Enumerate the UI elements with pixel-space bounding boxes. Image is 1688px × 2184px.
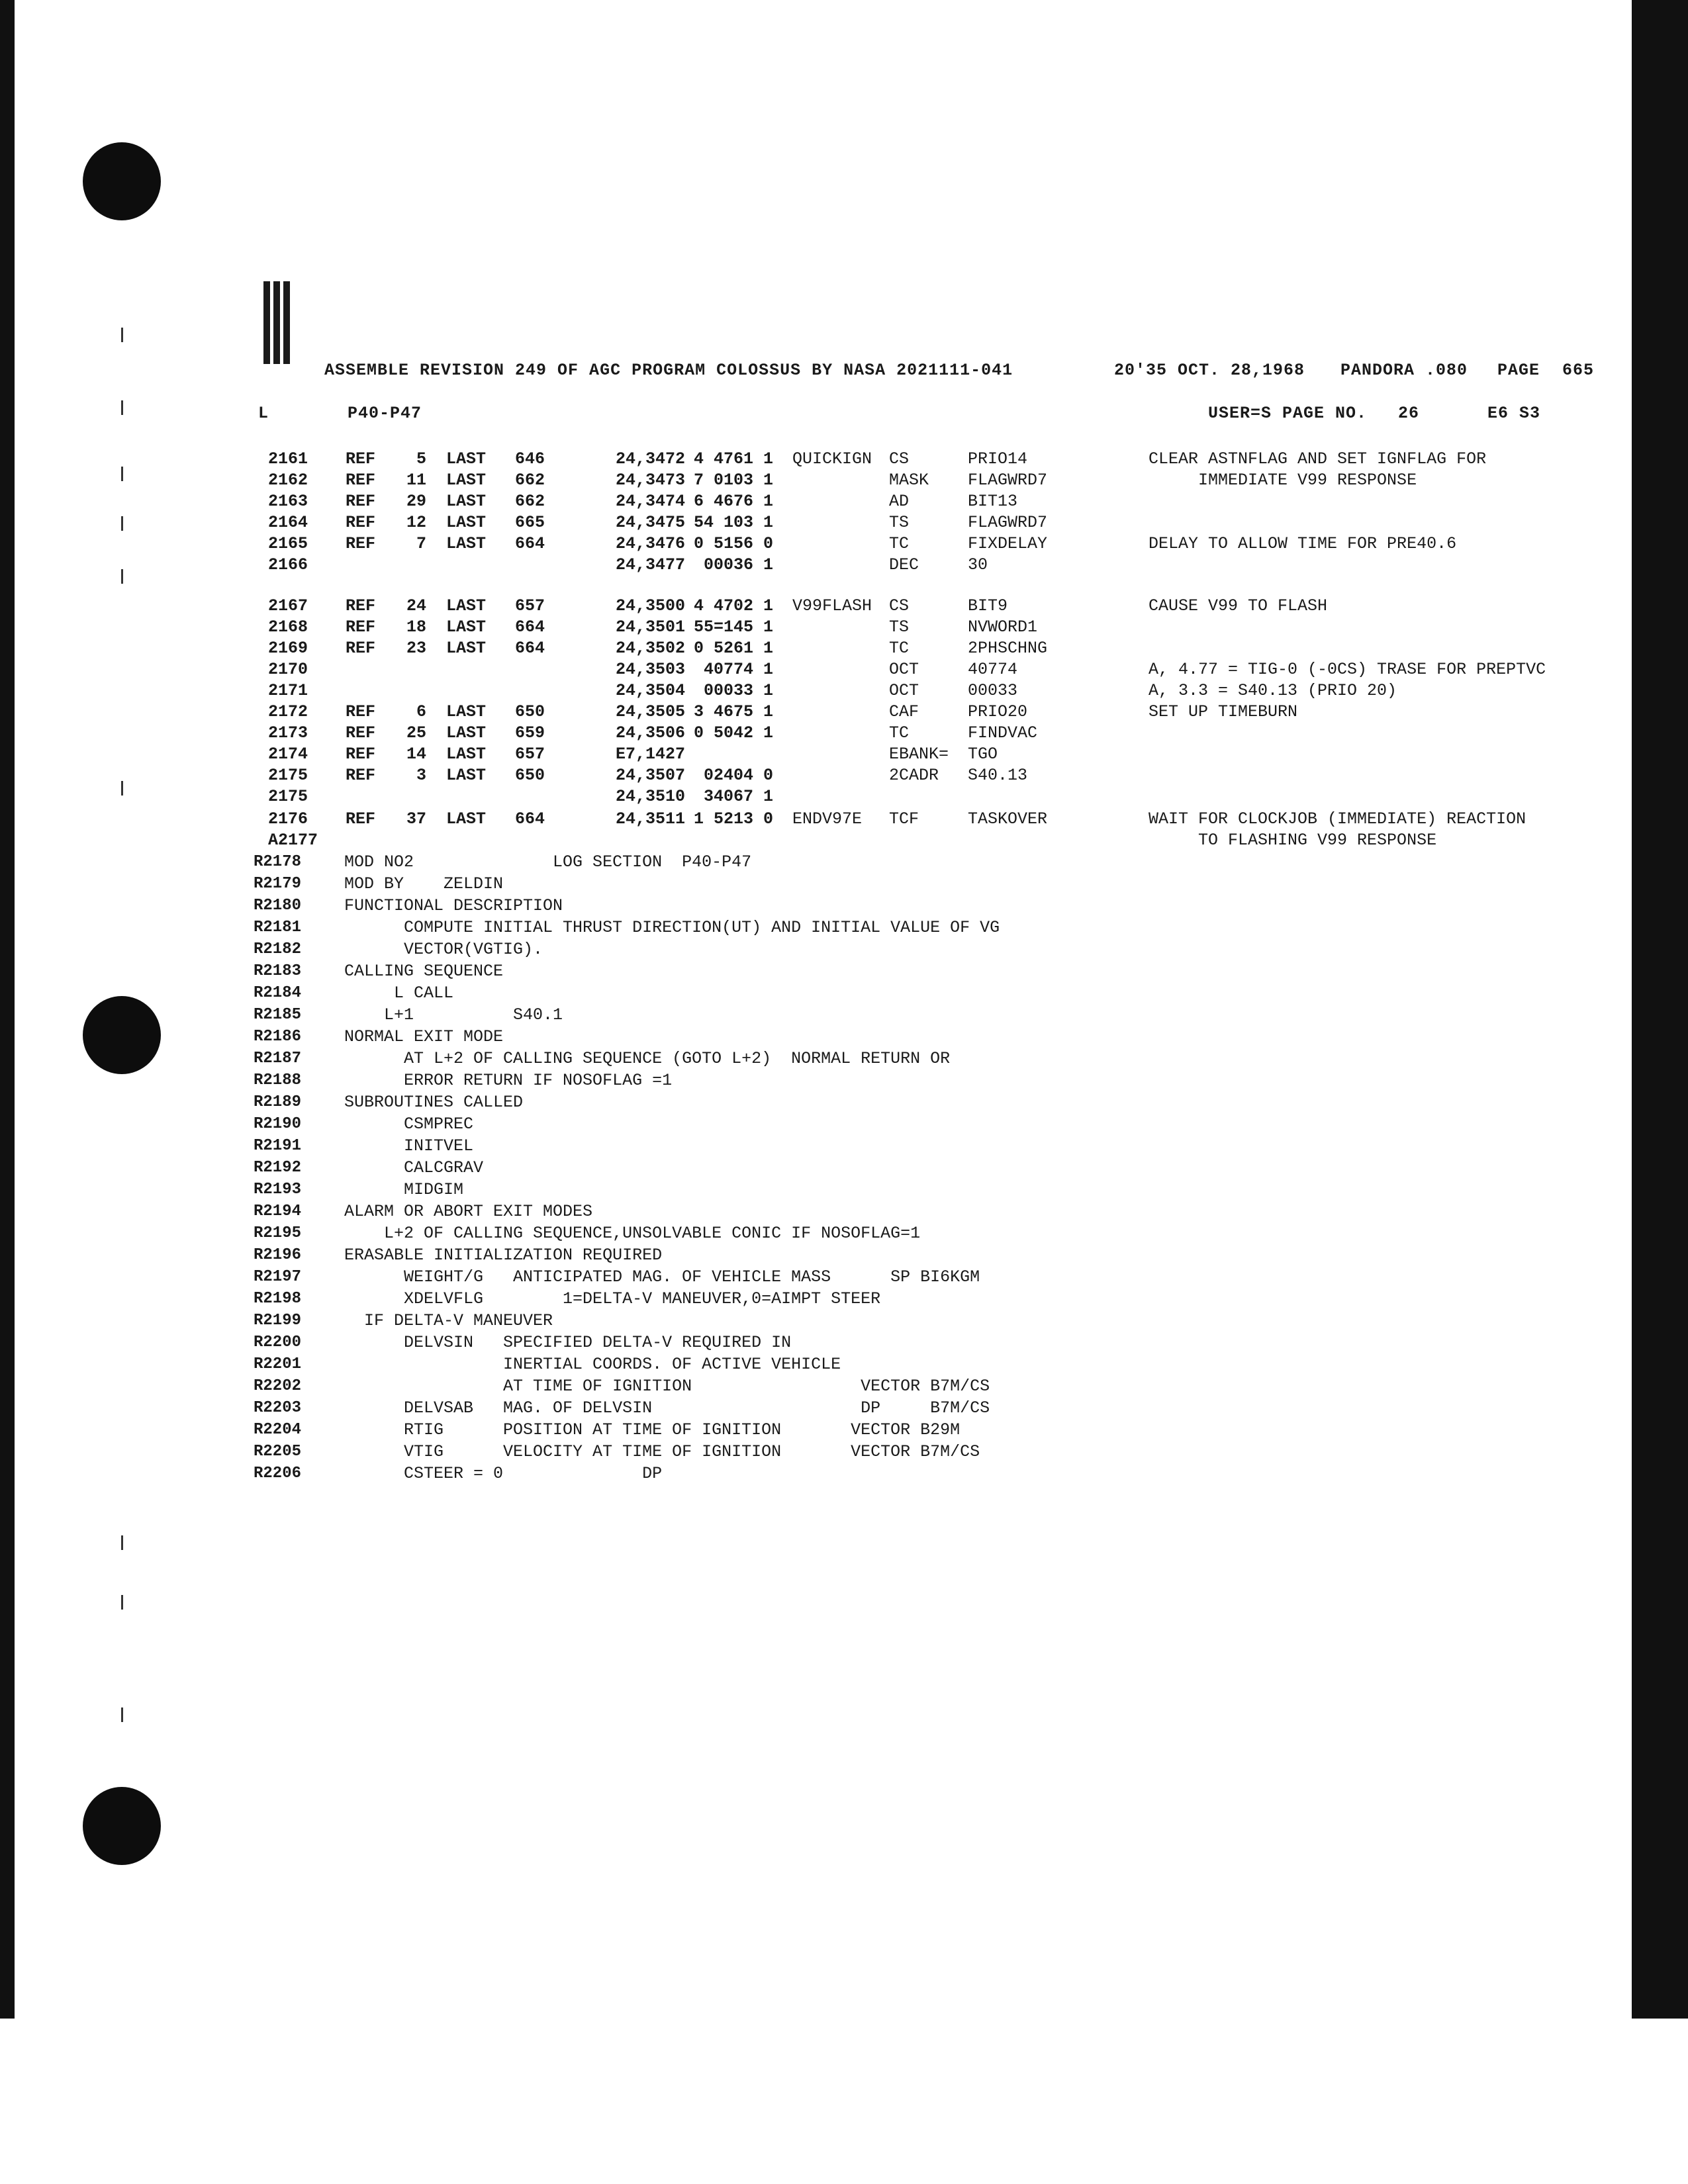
ref-tag: REF: [346, 513, 376, 532]
remark-text: MIDGIM: [344, 1180, 464, 1199]
last-page: 662: [515, 492, 545, 511]
object-code: 54 103 1: [693, 513, 773, 532]
listing-row: [0, 555, 1688, 576]
remark-line: [0, 1332, 1324, 1353]
ref-count: 24: [406, 596, 426, 615]
address: 24,3505: [616, 702, 686, 721]
comment: A, 3.3 = S40.13 (PRIO 20): [1149, 681, 1397, 700]
address: 24,3503: [616, 660, 686, 679]
remark-line: [0, 1114, 1324, 1135]
operand: TGO: [968, 745, 998, 764]
remark-line-number: R2182: [254, 940, 302, 958]
last-page: 662: [515, 471, 545, 490]
remark-line: [0, 1441, 1324, 1463]
last-tag: LAST: [446, 534, 487, 553]
remark-text: VECTOR(VGTIG).: [344, 940, 543, 959]
listing-row: [0, 617, 1688, 638]
ref-count: 11: [406, 471, 426, 490]
remark-line: [0, 874, 1324, 895]
last-tag: LAST: [446, 596, 487, 615]
ref-count: 6: [416, 702, 426, 721]
object-code: 7 0103 1: [693, 471, 773, 490]
address: 24,3504: [616, 681, 686, 700]
ref-count: 37: [406, 809, 426, 829]
remark-line: [0, 1376, 1324, 1397]
address: E7,1427: [616, 745, 686, 764]
remark-line-number: R2185: [254, 1006, 302, 1024]
object-code: 4 4761 1: [693, 449, 773, 469]
remark-line-number: R2190: [254, 1115, 302, 1133]
bank-info: E6 S3: [1487, 404, 1541, 423]
margin-tick: [121, 1707, 123, 1722]
remark-text: L+1 S40.1: [344, 1005, 563, 1024]
line-number: 2173: [268, 723, 308, 743]
remark-line-number: R2195: [254, 1224, 302, 1242]
remark-text: ERROR RETURN IF NOSOFLAG =1: [344, 1071, 673, 1090]
listing-row: [0, 786, 1688, 807]
listing-row: [0, 680, 1688, 702]
listing-row: [0, 638, 1688, 659]
last-page: 650: [515, 702, 545, 721]
operand: BIT13: [968, 492, 1018, 511]
listing-row: [0, 830, 1688, 851]
ref-count: 18: [406, 617, 426, 637]
comment: SET UP TIMEBURN: [1149, 702, 1298, 721]
opcode: TCF: [889, 809, 919, 829]
address: 24,3473: [616, 471, 686, 490]
opcode: CS: [889, 449, 910, 469]
operand: FLAGWRD7: [968, 471, 1048, 490]
remark-line: [0, 1310, 1324, 1332]
comment: IMMEDIATE V99 RESPONSE: [1149, 471, 1417, 490]
opcode: TC: [889, 534, 910, 553]
remark-line: [0, 1223, 1324, 1244]
margin-tick: [121, 400, 123, 415]
listing-row: [0, 596, 1688, 617]
opcode: TC: [889, 723, 910, 743]
remark-text: CSTEER = 0 DP: [344, 1464, 663, 1483]
line-number: 2175: [268, 787, 308, 806]
last-tag: LAST: [446, 766, 487, 785]
address: 24,3500: [616, 596, 686, 615]
object-code: 0 5156 0: [693, 534, 773, 553]
address: 24,3506: [616, 723, 686, 743]
operand: 2PHSCHNG: [968, 639, 1048, 658]
remark-line: [0, 1201, 1324, 1222]
remark-line: [0, 1048, 1324, 1069]
remark-line-number: R2186: [254, 1028, 302, 1046]
remark-line: [0, 1463, 1324, 1484]
listing-datetime: 20'35 OCT. 28,1968: [1114, 361, 1305, 380]
object-code: 55=145 1: [693, 617, 773, 637]
symbol-label: V99FLASH: [792, 596, 872, 615]
remark-text: ERASABLE INITIALIZATION REQUIRED: [344, 1246, 663, 1265]
listing-system: PANDORA .080: [1340, 361, 1468, 380]
page-label: PAGE: [1497, 361, 1540, 380]
last-page: 657: [515, 745, 545, 764]
last-tag: LAST: [446, 471, 487, 490]
ref-tag: REF: [346, 596, 376, 615]
opcode: OCT: [889, 681, 919, 700]
address: 24,3472: [616, 449, 686, 469]
remark-text: XDELVFLG 1=DELTA-V MANEUVER,0=AIMPT STEER: [344, 1289, 881, 1308]
section-name: P40-P47: [348, 404, 422, 423]
symbol-label: ENDV97E: [792, 809, 863, 829]
remark-text: AT TIME OF IGNITION VECTOR B7M/CS: [344, 1377, 990, 1396]
comment: TO FLASHING V99 RESPONSE: [1149, 831, 1437, 850]
last-page: 664: [515, 639, 545, 658]
ref-count: 5: [416, 449, 426, 469]
address: 24,3501: [616, 617, 686, 637]
last-page: 664: [515, 617, 545, 637]
symbol-label: QUICKIGN: [792, 449, 872, 469]
remark-line-number: R2205: [254, 1443, 302, 1461]
remark-text: MOD BY ZELDIN: [344, 874, 504, 893]
remark-line-number: R2203: [254, 1399, 302, 1417]
last-tag: LAST: [446, 639, 487, 658]
remark-text: MOD NO2 LOG SECTION P40-P47: [344, 852, 752, 872]
object-code: 4 4702 1: [693, 596, 773, 615]
margin-tick: [121, 328, 123, 342]
address: 24,3475: [616, 513, 686, 532]
opcode: EBANK=: [889, 745, 949, 764]
remark-line: [0, 1354, 1324, 1375]
ref-tag: REF: [346, 534, 376, 553]
remark-line: [0, 1136, 1324, 1157]
remark-text: INITVEL: [344, 1136, 474, 1156]
remark-line-number: R2194: [254, 1203, 302, 1220]
remark-line-number: R2197: [254, 1268, 302, 1286]
object-code: 40774 1: [703, 660, 773, 679]
opcode: TC: [889, 639, 910, 658]
comment: DELAY TO ALLOW TIME FOR PRE40.6: [1149, 534, 1457, 553]
punch-hole-top: [83, 142, 161, 220]
ref-count: 23: [406, 639, 426, 658]
remark-line: [0, 939, 1324, 960]
opcode: TS: [889, 617, 910, 637]
remark-text: INERTIAL COORDS. OF ACTIVE VEHICLE: [344, 1355, 841, 1374]
last-tag: LAST: [446, 513, 487, 532]
listing-row: [0, 470, 1688, 491]
operand: FIXDELAY: [968, 534, 1048, 553]
ref-count: 25: [406, 723, 426, 743]
last-tag: LAST: [446, 449, 487, 469]
ref-tag: REF: [346, 723, 376, 743]
last-tag: LAST: [446, 492, 487, 511]
ref-count: 7: [416, 534, 426, 553]
remark-line-number: R2191: [254, 1137, 302, 1155]
line-number: A2177: [268, 831, 318, 850]
listing-row: [0, 744, 1688, 765]
listing-row: [0, 491, 1688, 512]
line-number: 2174: [268, 745, 308, 764]
remark-line: [0, 1179, 1324, 1201]
operand: S40.13: [968, 766, 1028, 785]
ref-tag: REF: [346, 492, 376, 511]
operand: PRIO20: [968, 702, 1028, 721]
page-number: 665: [1562, 361, 1595, 380]
last-tag: LAST: [446, 702, 487, 721]
last-page: 664: [515, 809, 545, 829]
operand: PRIO14: [968, 449, 1028, 469]
remark-text: COMPUTE INITIAL THRUST DIRECTION(UT) AND INITIAL VALUE OF VG: [344, 918, 1000, 937]
remark-line-number: R2187: [254, 1050, 302, 1068]
address: 24,3476: [616, 534, 686, 553]
operand: 30: [968, 555, 988, 574]
ref-tag: REF: [346, 449, 376, 469]
listing-row: [0, 512, 1688, 533]
remark-text: CALLING SEQUENCE: [344, 962, 504, 981]
remark-line-number: R2196: [254, 1246, 302, 1264]
margin-tick: [121, 1535, 123, 1550]
user-page-label: USER=S PAGE NO.: [1208, 404, 1368, 423]
remark-line-number: R2204: [254, 1421, 302, 1439]
last-tag: LAST: [446, 723, 487, 743]
remark-line: [0, 1092, 1324, 1113]
remark-line: [0, 961, 1324, 982]
operand: BIT9: [968, 596, 1008, 615]
remark-text: L+2 OF CALLING SEQUENCE,UNSOLVABLE CONIC IF NOSOFLAG=1: [344, 1224, 921, 1243]
address: 24,3474: [616, 492, 686, 511]
remark-text: IF DELTA-V MANEUVER: [344, 1311, 553, 1330]
line-number: 2163: [268, 492, 308, 511]
comment: CLEAR ASTNFLAG AND SET IGNFLAG FOR: [1149, 449, 1487, 469]
ref-count: 3: [416, 766, 426, 785]
remark-text: CALCGRAV: [344, 1158, 484, 1177]
line-number: 2167: [268, 596, 308, 615]
ref-tag: REF: [346, 809, 376, 829]
remark-line-number: R2193: [254, 1181, 302, 1199]
object-code: 0 5042 1: [693, 723, 773, 743]
comment: WAIT FOR CLOCKJOB (IMMEDIATE) REACTION: [1149, 809, 1526, 829]
remark-text: WEIGHT/G ANTICIPATED MAG. OF VEHICLE MASS SP BI6KGM: [344, 1267, 980, 1287]
remark-line-number: R2198: [254, 1290, 302, 1308]
line-number: 2175: [268, 766, 308, 785]
remark-line: [0, 1158, 1324, 1179]
operand: 40774: [968, 660, 1018, 679]
remark-text: CSMPREC: [344, 1115, 474, 1134]
line-number: 2162: [268, 471, 308, 490]
scan-edge-right: [1632, 0, 1688, 2019]
operand: TASKOVER: [968, 809, 1048, 829]
remark-line-number: R2183: [254, 962, 302, 980]
remark-line-number: R2188: [254, 1071, 302, 1089]
remark-line: [0, 1267, 1324, 1288]
line-number: 2170: [268, 660, 308, 679]
ref-tag: REF: [346, 617, 376, 637]
remark-line-number: R2192: [254, 1159, 302, 1177]
object-code: 00036 1: [703, 555, 773, 574]
remark-line: [0, 1245, 1324, 1266]
opcode: MASK: [889, 471, 929, 490]
opcode: AD: [889, 492, 910, 511]
object-code: 0 5261 1: [693, 639, 773, 658]
operand: NVWORD1: [968, 617, 1038, 637]
operand: 00033: [968, 681, 1018, 700]
object-code: 02404 0: [703, 766, 773, 785]
listing-row: [0, 702, 1688, 723]
last-page: 646: [515, 449, 545, 469]
listing-row: [0, 723, 1688, 744]
opcode: DEC: [889, 555, 919, 574]
ref-tag: REF: [346, 471, 376, 490]
line-number: 2165: [268, 534, 308, 553]
remark-text: NORMAL EXIT MODE: [344, 1027, 504, 1046]
remark-line: [0, 983, 1324, 1004]
ref-count: 14: [406, 745, 426, 764]
remark-line-number: R2189: [254, 1093, 302, 1111]
listing-row: [0, 809, 1688, 830]
remark-line-number: R2184: [254, 984, 302, 1002]
line-number: 2161: [268, 449, 308, 469]
line-number: 2176: [268, 809, 308, 829]
comment: A, 4.77 = TIG-0 (-0CS) TRASE FOR PREPTVC: [1149, 660, 1546, 679]
remark-line: [0, 917, 1324, 938]
remark-line: [0, 1005, 1324, 1026]
remark-line: [0, 852, 1324, 873]
remark-text: DELVSAB MAG. OF DELVSIN DP B7M/CS: [344, 1398, 990, 1418]
remark-text: FUNCTIONAL DESCRIPTION: [344, 896, 563, 915]
ref-tag: REF: [346, 702, 376, 721]
address: 24,3510: [616, 787, 686, 806]
remark-line-number: R2179: [254, 875, 302, 893]
ref-count: 12: [406, 513, 426, 532]
comment: CAUSE V99 TO FLASH: [1149, 596, 1328, 615]
line-number: 2168: [268, 617, 308, 637]
remark-line: [0, 895, 1324, 917]
operand: FINDVAC: [968, 723, 1038, 743]
last-tag: LAST: [446, 745, 487, 764]
last-page: 665: [515, 513, 545, 532]
listing-row: [0, 659, 1688, 680]
last-page: 657: [515, 596, 545, 615]
opcode: 2CADR: [889, 766, 939, 785]
last-page: 664: [515, 534, 545, 553]
remark-line-number: R2200: [254, 1334, 302, 1351]
line-number: 2172: [268, 702, 308, 721]
last-tag: LAST: [446, 809, 487, 829]
margin-tick: [121, 1595, 123, 1610]
line-number: 2164: [268, 513, 308, 532]
address: 24,3502: [616, 639, 686, 658]
last-page: 650: [515, 766, 545, 785]
opcode: CS: [889, 596, 910, 615]
remark-line-number: R2181: [254, 919, 302, 936]
listing-row: [0, 449, 1688, 470]
remark-text: SUBROUTINES CALLED: [344, 1093, 524, 1112]
object-code: 00033 1: [703, 681, 773, 700]
remark-line: [0, 1026, 1324, 1048]
ref-tag: REF: [346, 639, 376, 658]
line-number: 2166: [268, 555, 308, 574]
ref-count: 29: [406, 492, 426, 511]
opcode: TS: [889, 513, 910, 532]
object-code: 6 4676 1: [693, 492, 773, 511]
remark-line-number: R2199: [254, 1312, 302, 1330]
listing-row: [0, 765, 1688, 786]
address: 24,3477: [616, 555, 686, 574]
object-code: 1 5213 0: [693, 809, 773, 829]
remark-line-number: R2202: [254, 1377, 302, 1395]
remark-line-number: R2180: [254, 897, 302, 915]
remark-text: DELVSIN SPECIFIED DELTA-V REQUIRED IN: [344, 1333, 792, 1352]
last-page: 659: [515, 723, 545, 743]
column-l-label: L: [258, 404, 269, 423]
punch-hole-bottom: [83, 1787, 161, 1865]
line-number: 2171: [268, 681, 308, 700]
remark-text: RTIG POSITION AT TIME OF IGNITION VECTOR B29M: [344, 1420, 961, 1439]
line-number: 2169: [268, 639, 308, 658]
fiducial-marks: [263, 281, 300, 364]
remark-line-number: R2201: [254, 1355, 302, 1373]
object-code: 3 4675 1: [693, 702, 773, 721]
opcode: OCT: [889, 660, 919, 679]
ref-tag: REF: [346, 745, 376, 764]
listing-title: ASSEMBLE REVISION 249 OF AGC PROGRAM COLOSSUS BY NASA 2021111-041: [324, 361, 1013, 380]
operand: FLAGWRD7: [968, 513, 1048, 532]
remark-text: ALARM OR ABORT EXIT MODES: [344, 1202, 593, 1221]
remark-line: [0, 1070, 1324, 1091]
remark-text: AT L+2 OF CALLING SEQUENCE (GOTO L+2) NORMAL RETURN OR: [344, 1049, 951, 1068]
remark-line-number: R2206: [254, 1465, 302, 1482]
remark-line: [0, 1289, 1324, 1310]
address: 24,3507: [616, 766, 686, 785]
remark-text: L CALL: [344, 983, 454, 1003]
remark-line-number: R2178: [254, 853, 302, 871]
remark-line: [0, 1420, 1324, 1441]
last-tag: LAST: [446, 617, 487, 637]
opcode: CAF: [889, 702, 919, 721]
listing-row: [0, 533, 1688, 555]
remark-line: [0, 1398, 1324, 1419]
address: 24,3511: [616, 809, 686, 829]
user-page-number: 26: [1398, 404, 1420, 423]
remark-text: VTIG VELOCITY AT TIME OF IGNITION VECTOR B7M/CS: [344, 1442, 980, 1461]
ref-tag: REF: [346, 766, 376, 785]
object-code: 34067 1: [703, 787, 773, 806]
